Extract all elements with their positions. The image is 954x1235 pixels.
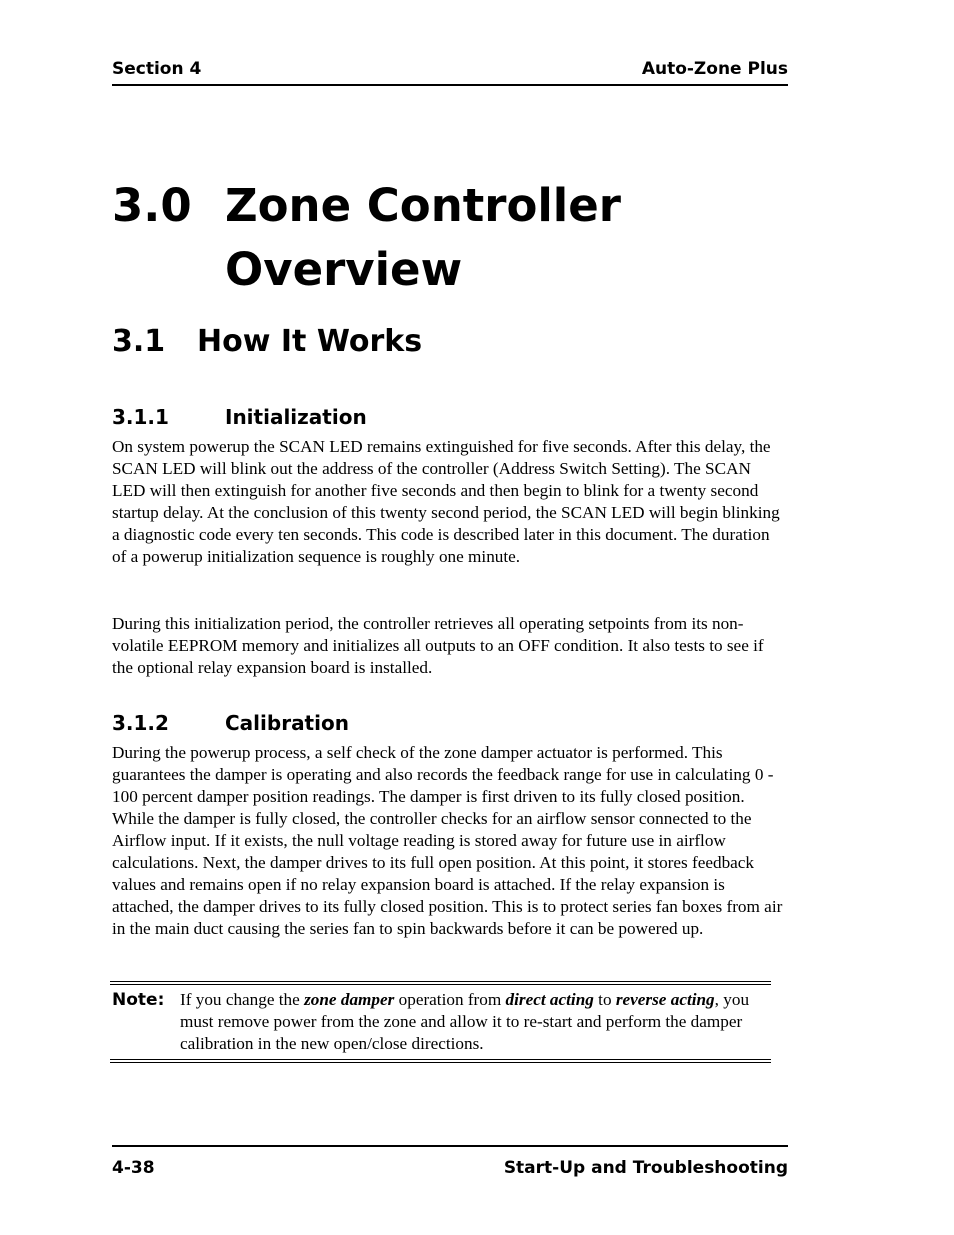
note-text-segment: operation from — [394, 990, 506, 1009]
subsection-title: Initialization — [225, 405, 367, 429]
note-emphasis-direct-acting: direct acting — [505, 990, 594, 1009]
page-footer — [112, 1145, 788, 1181]
note-emphasis-reverse-acting: reverse acting — [615, 990, 715, 1009]
initialization-paragraph-1: On system powerup the SCAN LED remains extinguished for five seconds. After this delay, the SCAN LED will blink out the address of the controller (Address Switch Setting). The SCAN LED will then extinguish for another five seconds and then begin to blink for a twenty second startup delay. At the conclusion of this twenty second period, the SCAN LED will begin blinking a diagnostic code every ten seconds. This code is described later in this document. The duration of a powerup initialization sequence is roughly one minute. — [112, 437, 780, 566]
header-product: Auto-Zone Plus — [641, 59, 788, 79]
calibration-paragraph: During the powerup process, a self check of the zone damper actuator is performed. This guarantees the damper is operating and also records the feedback range for use in calculating 0 - 100 percent damper position readings. The damper is first driven to its fully closed position. While the damper is fully closed, the controller checks for an airflow sensor connected to the Airflow input. If it exists, the null voltage reading is stored away for future use in airflow calculations. Next, the damper drives to its full open position. At this point, it stores feedback values and remains open if no relay expansion board is attached. If the relay expansion is attached, the damper drives to its fully closed position. This is to protect series fan boxes from air in the main duct causing the series fan to spin backwards before it can be powered up. — [112, 743, 783, 938]
footer-page-number: 4-38 — [112, 1158, 155, 1178]
subsection-number: 3.1.1 — [112, 405, 169, 429]
note-label: Note: — [112, 990, 165, 1010]
note-text — [180, 989, 775, 1055]
chapter-title-line1: Zone Controller — [225, 179, 621, 232]
note-bottom-rule — [110, 1059, 771, 1063]
note-top-rule — [110, 981, 771, 985]
page-header — [112, 58, 788, 86]
section-title: How It Works — [197, 324, 423, 359]
note-emphasis-zone-damper: zone damper — [304, 990, 395, 1009]
note-text-segment: to — [593, 990, 616, 1009]
chapter-number: 3.0 — [112, 179, 192, 232]
note-text-segment: , you must remove power from the zone and allow it to re-start and perform the damper calibration in the new open/close directions. — [180, 990, 750, 1053]
note-text-segment: If you change the — [180, 990, 305, 1009]
footer-title: Start-Up and Troubleshooting — [503, 1158, 788, 1178]
subsection-number: 3.1.2 — [112, 711, 169, 735]
header-section: Section 4 — [112, 59, 202, 79]
chapter-title-line2: Overview — [225, 243, 463, 296]
section-number: 3.1 — [112, 324, 166, 359]
initialization-paragraph-2: During this initialization period, the controller retrieves all operating setpoints from its non-volatile EEPROM memory and initializes all outputs to an OFF condition. It also tests to see if the optional relay expansion board is installed. — [112, 614, 764, 677]
subsection-title: Calibration — [225, 711, 349, 735]
